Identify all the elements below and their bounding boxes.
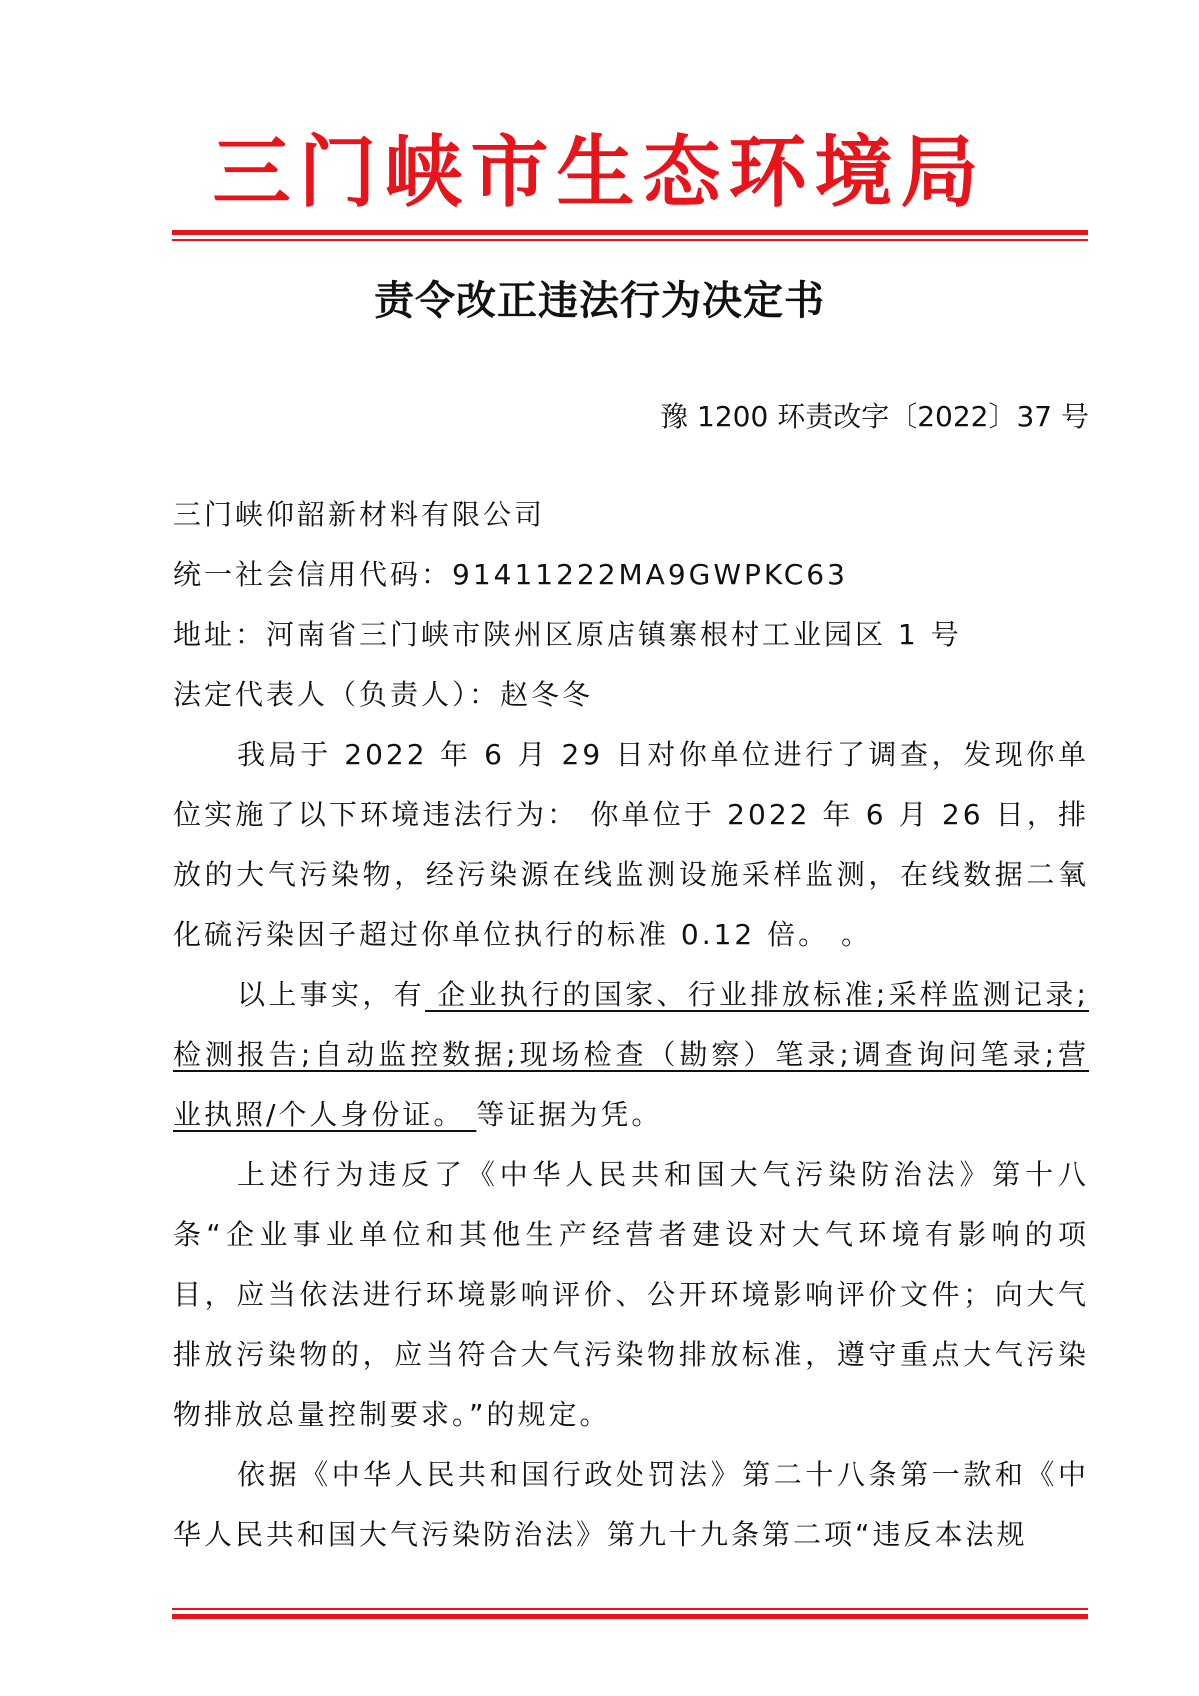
recipient-legal-rep: 法定代表人（负责人）：赵冬冬 — [173, 678, 594, 711]
findings-paragraph: 我局于 2022 年 6 月 29 日对你单位进行了调查，发现你单位实施了以下环境违法行为： 你单位于 2022 年 6 月 26 日，排放的大气污染物，经污染源在线监测设施采样监测，在线数据二氧化硫污染因子超过你单位执行的标准 0.12 倍。 。 — [173, 738, 1089, 951]
recipient-credit-code: 统一社会信用代码：91411222MA9GWPKC63 — [173, 558, 848, 591]
evidence-list: 企业执行的国家、行业排放标准;采样监测记录;检测报告;自动监控数据;现场检查（勘察）笔录;调查询问笔录;营业执照/个人身份证。 — [173, 978, 1089, 1131]
evidence-prefix: 以上事实，有 — [237, 978, 425, 1011]
footer-divider-thin — [172, 1608, 1088, 1610]
evidence-suffix: 等证据为凭。 — [476, 1098, 663, 1131]
header-divider-thin — [172, 239, 1088, 241]
document-title: 责令改正违法行为决定书 — [374, 277, 825, 324]
document-body — [173, 485, 1089, 1565]
agency-name-header: 三门峡市生态环境局 — [212, 127, 987, 218]
evidence-paragraph — [173, 965, 1089, 1145]
document-number: 豫 1200 环责改字〔2022〕37 号 — [660, 400, 1089, 433]
header-divider-thick — [172, 230, 1088, 235]
recipient-company: 三门峡仰韶新材料有限公司 — [173, 498, 546, 531]
footer-divider-thick — [172, 1614, 1088, 1619]
legal-basis-paragraph: 依据《中华人民共和国行政处罚法》第二十八条第一款和《中华人民共和国大气污染防治法》第九十九条第二项“违反本法规 — [173, 1458, 1089, 1551]
recipient-address: 地址：河南省三门峡市陕州区原店镇寨根村工业园区 1 号 — [173, 618, 962, 651]
violation-paragraph: 上述行为违反了《中华人民共和国大气污染防治法》第十八条“企业事业单位和其他生产经营者建设对大气环境有影响的项目，应当依法进行环境影响评价、公开环境影响评价文件；向大气排放污染物的，应当符合大气污染物排放标准，遵守重点大气污染物排放总量控制要求。”的规定。 — [173, 1158, 1089, 1431]
